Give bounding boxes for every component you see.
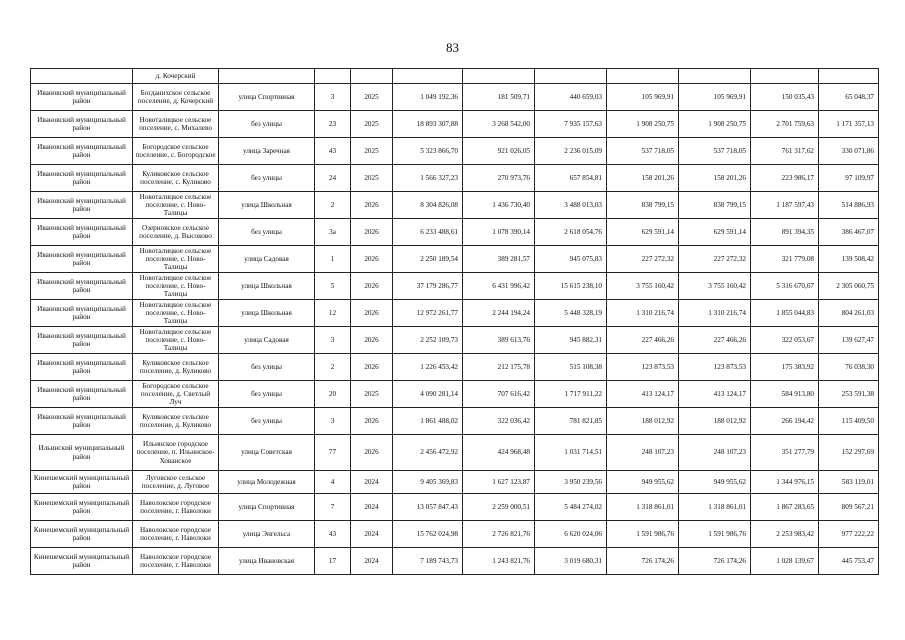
total-cost-cell: 1 049 192,36 (393, 84, 463, 111)
cost-cell-2: 3 268 542,00 (463, 111, 535, 138)
settlement-cell: Богородское сельское поселение, с. Богородское (133, 138, 219, 165)
district-cell: Ивановский муниципальный район (31, 84, 133, 111)
total-cost-cell: 1 566 327,23 (393, 165, 463, 192)
house-number-cell: 4 (315, 471, 351, 494)
cost-cell-5: 248 107,23 (679, 435, 751, 471)
cost-cell-7: 583 119,01 (819, 471, 879, 494)
district-cell: Ивановский муниципальный район (31, 300, 133, 327)
cost-cell-5: 123 873,53 (679, 354, 751, 381)
cost-cell-7: 977 222,22 (819, 521, 879, 548)
cost-cell-4: 227 466,26 (607, 327, 679, 354)
total-cost-cell: 2 250 189,54 (393, 246, 463, 273)
cost-cell-6: 1 855 044,83 (751, 300, 819, 327)
cost-cell-2: 322 036,42 (463, 408, 535, 435)
cost-cell-5: 1 591 986,76 (679, 521, 751, 548)
district-cell: Ивановский муниципальный район (31, 192, 133, 219)
total-cost-cell: 4 090 281,14 (393, 381, 463, 408)
cost-cell-2: 181 509,71 (463, 84, 535, 111)
total-cost-cell: 9 405 369,83 (393, 471, 463, 494)
cost-cell-7: 386 467,07 (819, 219, 879, 246)
year-cell: 2024 (351, 471, 393, 494)
cost-cell-3: 2 618 054,76 (535, 219, 607, 246)
cost-cell-6: 1 028 139,67 (751, 548, 819, 575)
cost-cell-5: 413 124,17 (679, 381, 751, 408)
total-cost-cell: 2 252 109,73 (393, 327, 463, 354)
table-row (31, 548, 879, 575)
total-cost-cell: 5 323 866,70 (393, 138, 463, 165)
district-cell: Ивановский муниципальный район (31, 219, 133, 246)
cost-cell-3: 3 488 013,03 (535, 192, 607, 219)
cost-cell-4: 629 591,14 (607, 219, 679, 246)
street-cell: без улицы (219, 111, 315, 138)
year-cell: 2024 (351, 494, 393, 521)
cost-cell-4: 949 955,62 (607, 471, 679, 494)
street-cell: улица Садовая (219, 246, 315, 273)
total-cost-cell: 7 189 743,73 (393, 548, 463, 575)
district-cell: Кинешемский муниципальный район (31, 471, 133, 494)
cost-cell-3: 7 935 157,63 (535, 111, 607, 138)
settlement-cell: Куликовское сельское поселение, д. Куликово (133, 354, 219, 381)
cost-cell-3: 945 075,83 (535, 246, 607, 273)
table-row (31, 165, 879, 192)
cost-cell-6: 891 394,35 (751, 219, 819, 246)
cost-cell-5: 1 310 216,74 (679, 300, 751, 327)
street-cell: улица Спортивная (219, 494, 315, 521)
cost-cell-2: 1 078 390,14 (463, 219, 535, 246)
cost-cell-3: 3 950 239,56 (535, 471, 607, 494)
cost-cell-5: 1 908 250,75 (679, 111, 751, 138)
cost-cell-3: 5 484 274,02 (535, 494, 607, 521)
cost-cell-2: 212 175,78 (463, 354, 535, 381)
house-number-cell: 43 (315, 138, 351, 165)
cost-cell-5: 188 012,92 (679, 408, 751, 435)
settlement-cell: Богданихское сельское поселение, д. Кочерский (133, 84, 219, 111)
year-cell: 2025 (351, 381, 393, 408)
street-cell: улица Спортивная (219, 84, 315, 111)
street-cell: улица Заречная (219, 138, 315, 165)
cost-cell-3: 2 236 015,09 (535, 138, 607, 165)
year-cell: 2024 (351, 521, 393, 548)
table-row (31, 327, 879, 354)
cost-cell-7: 139 627,47 (819, 327, 879, 354)
district-cell: Ивановский муниципальный район (31, 111, 133, 138)
district-cell: Ивановский муниципальный район (31, 246, 133, 273)
total-cost-cell: 37 179 286,77 (393, 273, 463, 300)
house-number-cell: 3 (315, 327, 351, 354)
settlement-cell: Луговское сельское поселение, д. Луговое (133, 471, 219, 494)
cost-cell-5: 227 272,32 (679, 246, 751, 273)
cost-cell-3: 1 717 911,22 (535, 381, 607, 408)
cost-cell-2: 707 616,42 (463, 381, 535, 408)
cost-cell-3: 945 882,31 (535, 327, 607, 354)
house-number-cell: 17 (315, 548, 351, 575)
street-cell: улица Молодежная (219, 471, 315, 494)
cost-cell-7: 804 261,03 (819, 300, 879, 327)
table-row (31, 354, 879, 381)
year-cell: 2025 (351, 84, 393, 111)
year-cell: 2026 (351, 192, 393, 219)
table-row (31, 138, 879, 165)
street-cell: без улицы (219, 354, 315, 381)
house-number-cell: 12 (315, 300, 351, 327)
table-row (31, 471, 879, 494)
year-cell: 2025 (351, 138, 393, 165)
street-cell: улица Советская (219, 435, 315, 471)
cost-cell-7: 139 508,42 (819, 246, 879, 273)
year-cell: 2026 (351, 300, 393, 327)
house-number-cell: 24 (315, 165, 351, 192)
cost-cell-5: 105 969,91 (679, 84, 751, 111)
cost-cell-2: 2 726 821,76 (463, 521, 535, 548)
total-cost-cell: 13 057 847,43 (393, 494, 463, 521)
table-row (31, 494, 879, 521)
cost-cell-3: 657 854,81 (535, 165, 607, 192)
street-cell: улица Школьная (219, 273, 315, 300)
year-cell: 2026 (351, 246, 393, 273)
cost-cell-7: 97 109,97 (819, 165, 879, 192)
settlement-cell: Наволокское городское поселение, г. Наволоки (133, 494, 219, 521)
cost-cell-4: 1 591 986,76 (607, 521, 679, 548)
house-number-cell: 23 (315, 111, 351, 138)
cost-cell-7: 115 409,50 (819, 408, 879, 435)
street-cell: улица Ивановская (219, 548, 315, 575)
cost-cell-4: 1 318 861,01 (607, 494, 679, 521)
year-cell: 2026 (351, 219, 393, 246)
street-cell: без улицы (219, 408, 315, 435)
district-cell: Ивановский муниципальный район (31, 408, 133, 435)
cost-cell-3: 781 821,85 (535, 408, 607, 435)
cost-cell-2: 6 431 996,42 (463, 273, 535, 300)
district-cell: Ивановский муниципальный район (31, 138, 133, 165)
settlement-cell: Новоталицкое сельское поселение, с. Ново-Талицы (133, 246, 219, 273)
table-row-continued (31, 69, 879, 84)
cost-cell-7: 445 753,47 (819, 548, 879, 575)
cost-cell-6: 321 779,08 (751, 246, 819, 273)
district-cell (31, 69, 133, 84)
cost-cell-5: 1 318 861,01 (679, 494, 751, 521)
district-cell: Кинешемский муниципальный район (31, 548, 133, 575)
cost-cell-3: 440 659,03 (535, 84, 607, 111)
house-number-cell: 7 (315, 494, 351, 521)
cost-cell-5: 949 955,62 (679, 471, 751, 494)
cost-cell-2: 921 026,05 (463, 138, 535, 165)
year-cell: 2026 (351, 273, 393, 300)
district-cell: Ивановский муниципальный район (31, 381, 133, 408)
cost-cell-5: 158 201,26 (679, 165, 751, 192)
cost-cell-6: 1 344 976,15 (751, 471, 819, 494)
cost-cell-6: 2 701 759,63 (751, 111, 819, 138)
street-cell: без улицы (219, 381, 315, 408)
total-cost-cell: 6 233 488,61 (393, 219, 463, 246)
district-cell: Ильинский муниципальный район (31, 435, 133, 471)
cost-cell-2: 2 259 000,51 (463, 494, 535, 521)
table-row (31, 219, 879, 246)
table-row (31, 408, 879, 435)
settlement-cell: д. Кочерский (133, 69, 219, 84)
settlement-cell: Новоталицкое сельское поселение, с. Михалево (133, 111, 219, 138)
cost-cell-5: 629 591,14 (679, 219, 751, 246)
cost-cell-7: 2 305 060,75 (819, 273, 879, 300)
total-cost-cell: 12 972 261,77 (393, 300, 463, 327)
cost-cell-6: 175 383,92 (751, 354, 819, 381)
cost-cell-4: 1 310 216,74 (607, 300, 679, 327)
settlement-cell: Богородское сельское поселение, д. Светлый Луч (133, 381, 219, 408)
table-row (31, 192, 879, 219)
street-cell: улица Садовая (219, 327, 315, 354)
cost-cell-7: 152 297,69 (819, 435, 879, 471)
street-cell: улица Школьная (219, 300, 315, 327)
settlement-cell: Новоталицкое сельское поселение, с. Ново-Талицы (133, 273, 219, 300)
total-cost-cell: 1 226 453,42 (393, 354, 463, 381)
street-cell: без улицы (219, 219, 315, 246)
cost-cell-4: 1 908 250,75 (607, 111, 679, 138)
cost-cell-2: 2 244 194,24 (463, 300, 535, 327)
district-cell: Кинешемский муниципальный район (31, 494, 133, 521)
cost-cell-3: 515 108,38 (535, 354, 607, 381)
settlement-cell: Куликовское сельское поселение, с. Куликово (133, 165, 219, 192)
district-cell: Ивановский муниципальный район (31, 273, 133, 300)
cost-cell-6: 351 277,79 (751, 435, 819, 471)
cost-cell-7: 253 591,38 (819, 381, 879, 408)
cost-cell-4: 838 799,15 (607, 192, 679, 219)
cost-cell-6: 5 316 670,67 (751, 273, 819, 300)
settlement-cell: Новоталицкое сельское поселение, с. Ново-Талицы (133, 327, 219, 354)
year-cell: 2026 (351, 354, 393, 381)
cost-cell-3: 15 615 238,10 (535, 273, 607, 300)
year-cell: 2024 (351, 548, 393, 575)
cost-cell-7: 76 038,30 (819, 354, 879, 381)
cost-cell-3: 3 019 680,31 (535, 548, 607, 575)
cost-cell-4: 188 012,92 (607, 408, 679, 435)
table-row (31, 521, 879, 548)
year-cell: 2026 (351, 327, 393, 354)
house-number-cell: 43 (315, 521, 351, 548)
cost-cell-4: 105 969,91 (607, 84, 679, 111)
street-cell: без улицы (219, 165, 315, 192)
district-cell: Ивановский муниципальный район (31, 354, 133, 381)
cost-cell-4: 726 174,26 (607, 548, 679, 575)
settlement-cell: Новоталицкое сельское поселение, с. Ново-Талицы (133, 300, 219, 327)
cost-cell-6: 266 194,42 (751, 408, 819, 435)
year-cell: 2025 (351, 165, 393, 192)
table-row (31, 111, 879, 138)
page-number: 83 (446, 40, 459, 55)
cost-cell-6: 584 913,80 (751, 381, 819, 408)
cost-cell-2: 389 613,76 (463, 327, 535, 354)
cost-cell-7: 809 567,21 (819, 494, 879, 521)
cost-cell-4: 248 107,23 (607, 435, 679, 471)
cost-cell-6: 1 187 597,43 (751, 192, 819, 219)
table-row (31, 435, 879, 471)
cost-cell-6: 150 035,43 (751, 84, 819, 111)
cost-cell-2: 424 968,48 (463, 435, 535, 471)
house-number-cell: 3 (315, 408, 351, 435)
house-number-cell: 5 (315, 273, 351, 300)
house-number-cell: 3а (315, 219, 351, 246)
district-cell: Ивановский муниципальный район (31, 165, 133, 192)
district-cell: Кинешемский муниципальный район (31, 521, 133, 548)
cost-cell-3: 6 620 024,06 (535, 521, 607, 548)
cost-cell-6: 2 253 983,42 (751, 521, 819, 548)
cost-cell-6: 223 986,17 (751, 165, 819, 192)
table-row (31, 84, 879, 111)
settlement-cell: Ильинское городское поселение, п. Ильинское-Хованское (133, 435, 219, 471)
total-cost-cell: 2 456 472,92 (393, 435, 463, 471)
cost-cell-4: 413 124,17 (607, 381, 679, 408)
total-cost-cell: 8 304 826,08 (393, 192, 463, 219)
total-cost-cell: 1 861 488,02 (393, 408, 463, 435)
total-cost-cell: 15 762 024,98 (393, 521, 463, 548)
cost-cell-4: 123 873,53 (607, 354, 679, 381)
cost-cell-7: 1 171 357,13 (819, 111, 879, 138)
table-row (31, 273, 879, 300)
cost-cell-2: 1 627 123,87 (463, 471, 535, 494)
district-cell: Ивановский муниципальный район (31, 327, 133, 354)
house-number-cell: 3 (315, 84, 351, 111)
cost-cell-7: 514 886,93 (819, 192, 879, 219)
cost-cell-4: 158 201,26 (607, 165, 679, 192)
year-cell: 2026 (351, 435, 393, 471)
cost-cell-3: 5 448 328,19 (535, 300, 607, 327)
cost-cell-3: 1 031 714,51 (535, 435, 607, 471)
cost-cell-5: 537 718,05 (679, 138, 751, 165)
house-number-cell: 20 (315, 381, 351, 408)
year-cell: 2025 (351, 111, 393, 138)
cost-cell-5: 838 799,15 (679, 192, 751, 219)
house-number-cell: 2 (315, 354, 351, 381)
year-cell: 2026 (351, 408, 393, 435)
cost-cell-2: 1 243 821,76 (463, 548, 535, 575)
cost-cell-2: 389 281,57 (463, 246, 535, 273)
cost-cell-2: 1 436 730,40 (463, 192, 535, 219)
cost-cell-2: 270 973,76 (463, 165, 535, 192)
total-cost-cell: 18 893 307,88 (393, 111, 463, 138)
settlement-cell: Новоталицкое сельское поселение, с. Ново-Талицы (133, 192, 219, 219)
street-cell: улица Школьная (219, 192, 315, 219)
house-number-cell: 2 (315, 192, 351, 219)
table-row (31, 381, 879, 408)
settlement-cell: Наволокское городское поселение, г. Наволоки (133, 521, 219, 548)
cost-cell-7: 330 071,86 (819, 138, 879, 165)
cost-cell-4: 3 755 160,42 (607, 273, 679, 300)
cost-cell-6: 322 053,67 (751, 327, 819, 354)
cost-cell-4: 537 718,05 (607, 138, 679, 165)
settlement-cell: Куликовское сельское поселение, д. Куликово (133, 408, 219, 435)
settlement-cell: Наволокское городское поселение, г. Наволоки (133, 548, 219, 575)
cost-cell-4: 227 272,32 (607, 246, 679, 273)
street-cell: улица Энгельса (219, 521, 315, 548)
table-row (31, 300, 879, 327)
house-number-cell: 77 (315, 435, 351, 471)
cost-cell-5: 3 755 160,42 (679, 273, 751, 300)
settlement-cell: Озерновское сельское поселение, д. Высоково (133, 219, 219, 246)
cost-cell-5: 227 466,26 (679, 327, 751, 354)
cost-cell-5: 726 174,26 (679, 548, 751, 575)
house-number-cell: 1 (315, 246, 351, 273)
table-row (31, 246, 879, 273)
housing-register-table (30, 68, 879, 575)
cost-cell-6: 761 317,62 (751, 138, 819, 165)
cost-cell-6: 1 867 283,65 (751, 494, 819, 521)
cost-cell-7: 65 048,37 (819, 84, 879, 111)
